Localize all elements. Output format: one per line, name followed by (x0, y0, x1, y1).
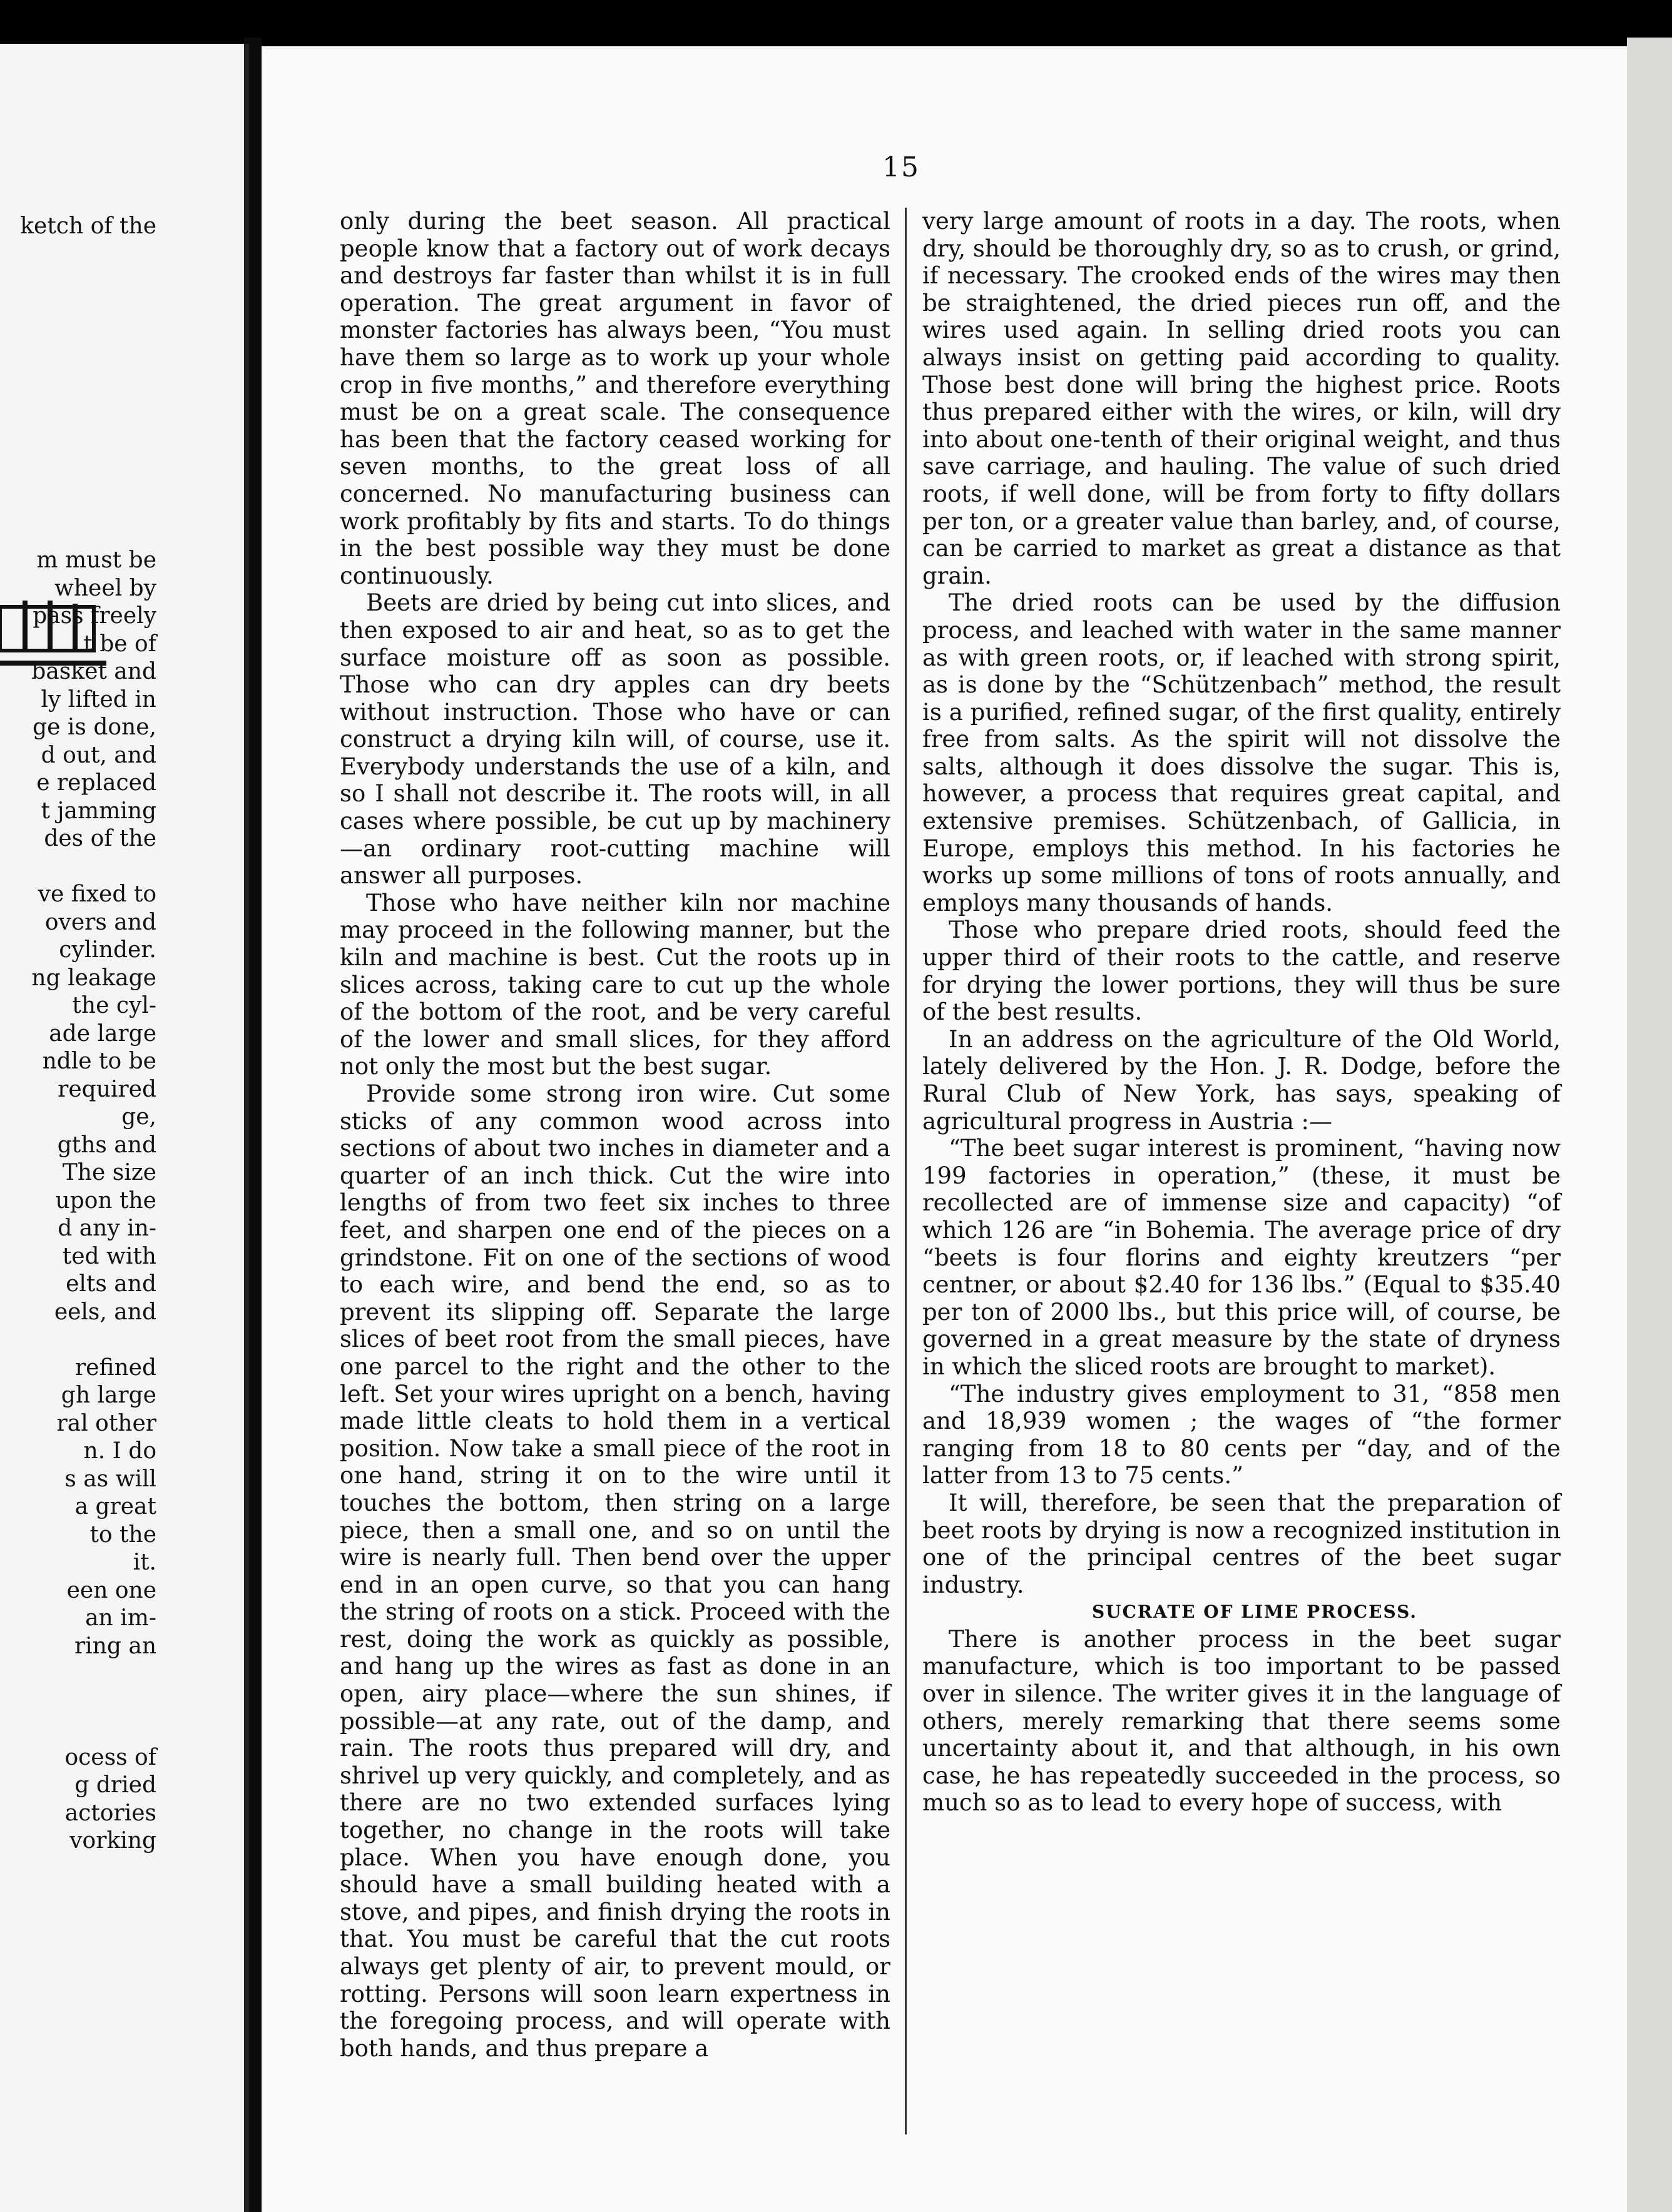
previous-page-line (0, 408, 156, 436)
previous-page-line: s as will (64, 1466, 156, 1492)
previous-page-line: ketch of the (20, 213, 156, 239)
paragraph: Those who have neither kiln nor machine may proceed in the following manner, but the kiln and machine is best. Cut the roots up in slices across, taking care to cut up the whole of the bottom of the root, and be very careful of the lower and small slices, for they afford not only the most but the best sugar. (340, 889, 890, 1080)
right-column (922, 208, 1561, 1817)
previous-page-line: required (58, 1076, 156, 1102)
previous-page-line: ve fixed to (38, 881, 156, 907)
page-number: 15 (882, 151, 920, 183)
previous-page-line: eels, and (54, 1299, 156, 1325)
previous-page-line (0, 1660, 156, 1688)
previous-page-line (0, 519, 156, 547)
previous-page-line: e replaced (36, 770, 156, 796)
previous-page-line: ng leakage (31, 965, 156, 991)
previous-page-line: gh large (61, 1382, 156, 1408)
previous-page-line: The size (62, 1160, 156, 1185)
previous-page-line (0, 1688, 156, 1717)
previous-page-line: a great (74, 1494, 156, 1519)
previous-page-line (0, 491, 156, 519)
paragraph: There is another process in the beet sugar manufacture, which is too important to be passed over in silence. The writer gives it in the language of others, merely remarking that there seems some uncertainty about it, and that although, in his own case, he has repeatedly succeeded in the process, so much so as to lead to every hope of success, with (922, 1625, 1561, 1817)
paragraph: “The industry gives employment to 31, “858 men and 18,939 women ; the wages of “the former ranging from 18 to 80 cents per “day, and of the latter from 13 to 75 cents.” (922, 1380, 1561, 1489)
previous-page-line: refined (74, 1354, 156, 1381)
previous-page-line (0, 297, 156, 325)
previous-page-line (0, 241, 156, 269)
paragraph: In an address on the agriculture of the Old World, lately delivered by the Hon. J. R. Dodge, before the Rural Club of New York, has says, speaking of agricultural progress in Austria :— (922, 1025, 1561, 1135)
paragraph: The dried roots can be used by the diffusion process, and leached with water in the same manner as with green roots, or, if leached with strong spirit, as is done by the “Schützenbach” method, the result is a purified, refined sugar, of the first quality, entirely free from salts. As the spirit will not dissolve the salts, although it does dissolve the sugar. This is, however, a process that requires great capital, and extensive premises. Schützenbach, of Gallicia, in Europe, employs this method. In his factories he works up some millions of tons of roots annually, and employs many thousands of hands. (922, 589, 1561, 916)
previous-page-line: overs and (44, 909, 156, 935)
section-heading: SUCRATE OF LIME PROCESS. (1091, 1601, 1418, 1623)
previous-page-line: ocess of (64, 1744, 156, 1770)
previous-page-fragment (0, 44, 249, 2212)
paragraph: Those who prepare dried roots, should feed the upper third of their roots to the cattle, and reserve for drying the lower portions, they will thus be sure of the best results. (922, 916, 1561, 1026)
previous-page-line: gths and (57, 1132, 156, 1158)
page-edge (1627, 38, 1672, 2212)
previous-page-line: d any in- (58, 1215, 156, 1241)
previous-page-line: ral other (56, 1410, 156, 1436)
previous-page-line: ly lifted in (41, 686, 156, 713)
previous-page-line: g dried (74, 1772, 156, 1798)
previous-page-line (0, 1716, 156, 1744)
left-column (340, 208, 890, 2062)
previous-page-line: een one (66, 1577, 156, 1603)
previous-page-line: t jamming (41, 798, 156, 824)
previous-page-line (0, 853, 156, 881)
previous-page-line (0, 352, 156, 380)
paragraph: very large amount of roots in a day. The roots, when dry, should be thoroughly dry, so as to crush, or grind, if necessary. The crooked ends of the wires may then be straightened, the dried pieces run off, and the wires used again. In selling dried roots you can always insist on getting paid according to quality. Those best done will bring the highest price. Roots thus prepared either with the wires, or kiln, will dry into about one-tenth of their original weight, and thus save carriage, and hauling. The value of such dried roots, if well done, will be from forty to fifty dollars per ton, or a greater value than barley, and, of course, can be carried to market as great a distance as that grain. (922, 208, 1561, 589)
previous-page-line (0, 324, 156, 352)
previous-page-line: vorking (69, 1828, 156, 1854)
previous-page-line (0, 1326, 156, 1354)
previous-page-line: ge is done, (33, 714, 156, 740)
previous-page-line: t be of (83, 631, 156, 657)
paragraph: “The beet sugar interest is prominent, “having now 199 factories in operation,” (these, it must be recollected are of immense size and capacity) “of which 126 are “in Bohemia. The average price of dry “beets is four florins and eighty kreutzers “per centner, or about $2.40 for 136 lbs.” (Equal to $35.40 per ton of 2000 lbs., but this price will, of course, be governed in a great measure by the state of dryness in which the sliced roots are brought to market). (922, 1135, 1561, 1380)
previous-page-line (0, 464, 156, 492)
previous-page-line: it. (133, 1550, 156, 1575)
previous-page-line: upon the (55, 1187, 156, 1214)
previous-page-line: the cyl- (72, 993, 156, 1018)
previous-page-line: elts and (66, 1271, 156, 1297)
column-divider (905, 208, 907, 2134)
paragraph: Beets are dried by being cut into slices, and then exposed to air and heat, so as to get the surface moisture off as soon as possible. Those who can dry apples can dry beets without instruction. Those who have or can construct a drying kiln will, of course, use it. Everybody understands the use of a kiln, and so I shall not describe it. The roots will, in all cases where possible, be cut up by machinery—an ordinary root-cutting machine will answer all purposes. (340, 589, 890, 890)
previous-page-line (0, 380, 156, 408)
previous-page-line: ade large (49, 1020, 156, 1047)
previous-page-line: ted with (62, 1243, 156, 1269)
previous-page-line: m must be (36, 547, 156, 573)
previous-page-text (0, 213, 156, 1855)
previous-page-line: an im- (85, 1605, 156, 1631)
paragraph: Provide some strong iron wire. Cut some sticks of any common wood across into sections of about two inches in diameter and a quarter of an inch thick. Cut the wire into lengths of from two feet six inches to three feet, and sharpen one end of the pieces on a grindstone. Fit on one of the sections of wood to each wire, and bend the end, so as to prevent its slipping off. Separate the large slices of beet root from the small pieces, have one parcel to the right and the other to the left. Set your wires upright on a bench, having made little cleats to hold them in a vertical position. Now take a small piece of the root in one hand, string it on to the wire until it touches the bottom, then string on a large piece, then a small one, and so on until the wire is nearly full. Then bend over the upper end in an open curve, so that you can hang the string of roots on a stick. Proceed with the rest, doing the work as quickly as possible, and hang up the wires as fast as done in an open, airy place—where the sun shines, if possible—at any rate, out of the damp, and rain. The roots thus prepared will dry, and shrivel up very quickly, and completely, and as there are no two extended surfaces lying together, no change in the roots will take place. When you have enough done, you should have a small building heated with a stove, and pipes, and finish drying the roots in that. You must be careful that the cut roots always get plenty of air, to prevent mould, or rotting. Persons will soon learn expertness in the foregoing process, and will operate with both hands, and thus prepare a (340, 1080, 890, 2062)
previous-page-line: actories (64, 1800, 156, 1826)
previous-page-line: d out, and (41, 742, 156, 768)
previous-page-line: basket and (31, 659, 156, 684)
previous-page-line: ge, (121, 1104, 156, 1130)
previous-page-line: pass freely (33, 603, 156, 629)
previous-page-line: n. I do (83, 1438, 156, 1464)
previous-page-line (0, 268, 156, 297)
previous-page-line: to the (89, 1521, 156, 1548)
page (262, 46, 1635, 2212)
paragraph: It will, therefore, be seen that the preparation of beet roots by drying is now a recognized institution in one of the principal centres of the beet sugar industry. (922, 1489, 1561, 1598)
previous-page-line: ring an (74, 1633, 156, 1659)
previous-page-line: ndle to be (42, 1048, 156, 1074)
paragraph: only during the beet season. All practical people know that a factory out of work decays and destroys far faster than whilst it is in full operation. The great argument in favor of monster factories has always been, “You must have them so large as to work up your whole crop in five months,” and therefore everything must be on a great scale. The consequence has been that the factory ceased working for seven months, to the great loss of all concerned. No manufacturing business can work profitably by fits and starts. To do things in the best possible way they must be done continuously. (340, 208, 890, 589)
previous-page-line: wheel by (54, 575, 156, 601)
previous-page-line: cylinder. (59, 937, 156, 963)
previous-page-line: des of the (44, 826, 156, 851)
previous-page-line (0, 435, 156, 464)
